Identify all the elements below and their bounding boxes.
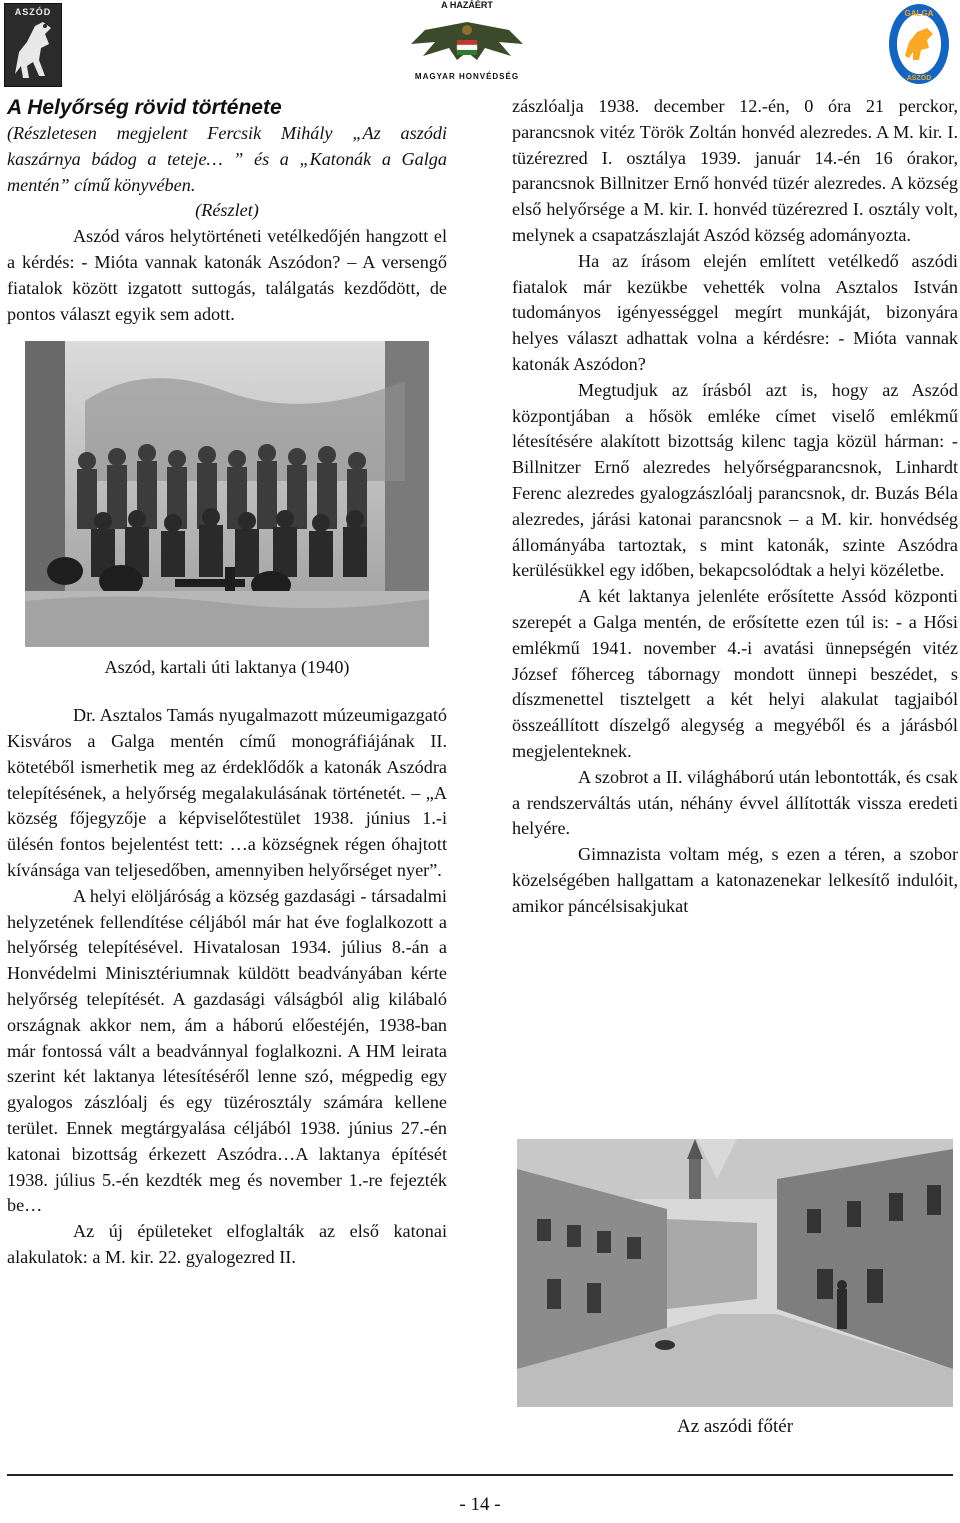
emblem-bottom-text: MAGYAR HONVÉDSÉG <box>414 72 520 81</box>
page-number: - 14 - <box>459 1494 501 1515</box>
article-title: A Helyőrség rövid története <box>7 96 282 119</box>
paragraph: Aszód város helytörténeti vetélkedőjén hangzott el a kérdés: - Mióta vannak katonák Aszódon? – A versengő fiatalok között izgatott suttogás, találgatás kezdődött, de pontos választ egyik sem adott. <box>7 226 447 324</box>
photo2-caption: Az aszódi főtér <box>676 1416 794 1437</box>
magyar-honvedseg-emblem <box>405 0 529 88</box>
paragraph: Ha az írásom elején említett vetélkedő aszódi fiatalok már kezükbe vehették volna Asztalos István tudományos igényességgel megírt munkáját, bizonyára helyes választ adhattak volna a kérdésre: - Mióta vannak katonák Aszódon? <box>512 250 958 374</box>
photo1-caption: Aszód, kartali úti laktanya (1940) <box>104 657 350 678</box>
aszod-coat-of-arms-logo <box>4 3 62 87</box>
soldiers-group-photo <box>25 341 429 647</box>
paragraph: Az új épületeket elfoglalták az első katonai alakulatok: a M. kir. 22. gyalogezred II. <box>7 1221 447 1267</box>
galga-horse-icon <box>887 2 951 86</box>
paragraph: A két laktanya jelenléte erősítette Assód központi szerepét a Galga mentén, de erősítette ezen túl is: - a Hősi emlékmű 1941. november 4.-i avatási ünnepségén vitéz József főherceg tábornagy mondott ünnepi beszédet, s díszmenettel tisztelgett a két helyi alakulat tagjaiból összeállított díszelgő alegység a megyéből és a járásból megjelenteknek. <box>512 586 958 761</box>
aszod-logo-text: ASZÓD <box>14 7 52 17</box>
galga-logo-bottom-text: ASZÓD <box>906 75 932 82</box>
paragraph: zászlóalja 1938. december 12.-én, 0 óra 21 perckor, parancsnok vitéz Török Zoltán honvéd alezredes. A M. kir. I. tüzérezred I. osztálya 1939. január 14.-én 16 órakor, parancsnok Billnitzer Ernő honvéd tüzér alezredes. A község első helyőrsége a M. kir. I. honvéd tüzérezred I. osztály volt, melynek a csapatzászlaját Aszód község adományozta. <box>512 96 958 245</box>
left-column <box>7 94 447 1271</box>
paragraph: A helyi elöljáróság a község gazdasági - társadalmi helyzetének fellendítése céljából már hat éve foglalkozott a helyőrség telepítésével. Hivatalosan 1934. július 8.-án a Honvédelmi Minisztériumnak küldött beadványában kérte helyőrség telepítését. A gazdasági válságból alig kilábaló országnak akkor nem, ám a háború előestéjén, 1938-ban már fontossá vált a beadvánnyal foglalkozni. A HM leirata szerint két laktanya létesítéséről lenne szó, mégpedig egy gyalogos zászlóalj és egy tüzérosztály számára kellene terület. Ennek megtárgyalása céljából 1938. június 27.-én katonai bizottság érkezett Aszódra…A laktanya építését 1938. július 5.-én kezdték meg és november 1.-re fejezték be… <box>7 885 447 1216</box>
main-square-photo <box>517 1139 953 1407</box>
paragraph: Gimnazista voltam még, s ezen a téren, a szobor közelségében hallgattam a katonazenekar lelkesítő indulóit, amikor páncélsisakjukat <box>512 844 958 916</box>
right-column <box>512 94 958 920</box>
footer-divider <box>7 1474 953 1476</box>
galga-logo-top-text: GALGA <box>904 9 934 18</box>
paragraph: Megtudjuk az írásból azt is, hogy az Aszód központjában a hősök emléke címet viselő emlékmű létesítésére alakított bizottság kilenc tagja közül hárman: -Billnitzer Ernő alezredes helyőrségparancsnok, Linhardt Ferenc alezredes gyalogzászlóalj parancsnok, dr. Buzás Béla alezredes, járási katonai parancsnok – a M. kir. honvédség állományába tartoztak, s mint katonák, szinte Aszódra kerülésükkel egy időben, bekapcsolódtak a helyi közéletbe. <box>512 379 958 581</box>
article-subtitle: (Részletesen megjelent Fercsik Mihály „Az aszódi kaszárnya bádog a teteje… ” és a „Katonák a Galga mentén” című könyvében. <box>7 123 447 195</box>
paragraph: A szobrot a II. világháború után lebontották, és csak a rendszerváltás után, néhány évvel állították vissza eredeti helyére. <box>512 766 958 839</box>
galga-aszod-logo <box>887 2 951 86</box>
emblem-top-text: A HAZÁÉRT <box>441 0 493 10</box>
paragraph: Dr. Asztalos Tamás nyugalmazott múzeumigazgató Kisváros a Galga mentén című monográfiájának II. kötetéből ismerhetik meg az érdeklődők a katonák Aszódra telepítésének, a helyőrség megalakulásának történetét. – „A község főjegyzője a képviselőtestület 1938. június 1.-i ülésén fontos bejelentést tett: …a községnek régen óhajtott kívánsága van teljesedőben, amennyiben helyőrséget nyer”. <box>7 705 447 880</box>
article-subtitle-note: (Részlet) <box>195 200 259 221</box>
